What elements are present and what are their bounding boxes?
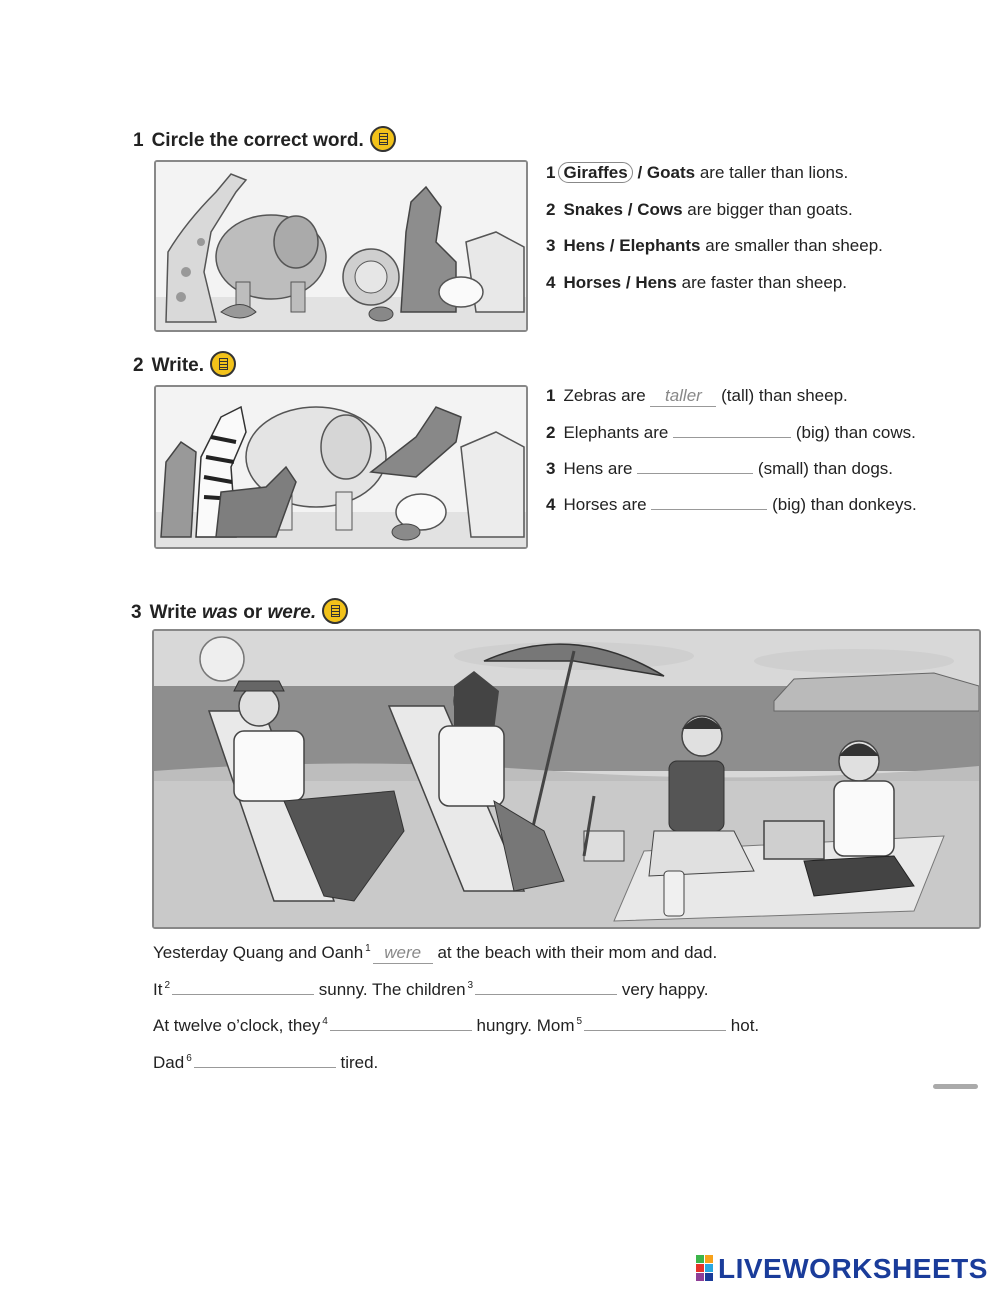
item-number: 3 [546, 459, 556, 478]
section2-title: Write. [151, 355, 205, 377]
story-text: tired. [340, 1053, 379, 1072]
section2-item-3 [546, 459, 893, 479]
blank-number: 4 [322, 1016, 328, 1028]
option-separator: / [625, 273, 631, 292]
item-text: Horses are [563, 495, 647, 514]
section3-title-or: or [243, 602, 263, 624]
story-text: very happy. [621, 980, 709, 999]
story-text: Dad [153, 1053, 185, 1072]
story-line-1 [153, 943, 717, 964]
beach-picture [152, 629, 981, 929]
item-text: are bigger than goats. [687, 200, 853, 219]
option-a[interactable]: Snakes [563, 200, 624, 219]
item-number: 3 [546, 236, 556, 255]
blank-number: 1 [365, 943, 371, 955]
item-text: Zebras are [563, 386, 646, 405]
worksheet-badge-icon [370, 126, 396, 152]
item-text: Elephants are [563, 423, 669, 442]
section3-number: 3 [131, 602, 142, 624]
answer-field-3[interactable] [475, 980, 617, 995]
answer-field[interactable] [651, 495, 767, 510]
item-text: are taller than lions. [699, 163, 849, 182]
answer-field-5[interactable] [584, 1016, 726, 1031]
section3-heading [131, 600, 348, 626]
worksheet-badge-icon [210, 351, 236, 377]
section3-title-were: were. [267, 602, 317, 624]
item-text: (big) than donkeys. [772, 495, 917, 514]
section2-item-1 [546, 386, 848, 407]
option-b[interactable]: Elephants [619, 236, 701, 255]
brand-logo[interactable] [696, 1253, 988, 1285]
brand-name: LIVEWORKSHEETS [718, 1253, 988, 1284]
section1-item-2 [546, 200, 853, 220]
story-text: at the beach with their mom and dad. [437, 943, 718, 962]
option-b[interactable]: Goats [646, 163, 696, 182]
answer-field[interactable] [637, 459, 753, 474]
option-separator: / [609, 236, 615, 255]
beach-illustration [154, 631, 979, 927]
item-number: 4 [546, 495, 556, 514]
section1-title: Circle the correct word. [151, 130, 364, 152]
story-line-3 [153, 1016, 759, 1036]
answer-field-4[interactable] [330, 1016, 472, 1031]
blank-number: 2 [164, 980, 171, 992]
section3-title-was: was [202, 602, 238, 624]
section3-title-part: Write [149, 602, 197, 624]
option-b[interactable]: Cows [637, 200, 683, 219]
story-line-4 [153, 1053, 378, 1073]
blank-number: 6 [186, 1053, 192, 1065]
item-number: 1 [546, 163, 556, 182]
option-a[interactable]: Horses [563, 273, 622, 292]
option-a-circled[interactable]: Giraffes [558, 162, 632, 183]
section1-item-3 [546, 236, 883, 256]
section2-item-2 [546, 423, 916, 443]
section2-item-4 [546, 495, 917, 515]
animals-picture-2 [154, 385, 528, 549]
animals-illustration-2 [156, 387, 526, 547]
option-separator: / [627, 200, 633, 219]
animals-illustration-1 [156, 162, 526, 330]
item-number: 1 [546, 386, 556, 405]
item-number: 2 [546, 200, 556, 219]
story-text: hot. [730, 1016, 760, 1035]
liveworksheets-logo-icon [696, 1255, 714, 1281]
option-separator: / [637, 163, 643, 182]
item-text: (big) than cows. [795, 423, 916, 442]
worksheet-badge-icon [322, 598, 348, 624]
story-text: hungry. Mom [476, 1016, 575, 1035]
answer-field-6[interactable] [194, 1053, 336, 1068]
story-text: sunny. The children [318, 980, 466, 999]
story-text: It [153, 980, 163, 999]
section2-heading [133, 353, 236, 379]
item-text: are smaller than sheep. [705, 236, 883, 255]
section2-number: 2 [133, 355, 144, 377]
item-text: Hens are [563, 459, 633, 478]
option-b[interactable]: Hens [635, 273, 677, 292]
section1-item-1 [546, 163, 848, 183]
item-number: 4 [546, 273, 556, 292]
story-text: Yesterday Quang and Oanh [153, 943, 364, 962]
option-a[interactable]: Hens [563, 236, 606, 255]
section1-number: 1 [133, 130, 144, 152]
answer-field-2[interactable] [172, 980, 314, 995]
story-text: At twelve o’clock, they [153, 1016, 321, 1035]
section1-item-4 [546, 273, 847, 293]
blank-number: 3 [467, 980, 474, 992]
answer-field[interactable] [673, 423, 791, 438]
item-text: are faster than sheep. [681, 273, 848, 292]
answer-field[interactable]: taller [650, 386, 716, 407]
blank-number: 5 [576, 1016, 583, 1028]
item-text: (small) than dogs. [757, 459, 894, 478]
item-text: (tall) than sheep. [721, 386, 848, 405]
item-number: 2 [546, 423, 556, 442]
section1-heading [133, 128, 396, 154]
story-line-2 [153, 980, 708, 1000]
animals-picture-1 [154, 160, 528, 332]
page-scroll-indicator[interactable] [933, 1084, 978, 1089]
answer-field-1[interactable]: were [373, 943, 433, 964]
